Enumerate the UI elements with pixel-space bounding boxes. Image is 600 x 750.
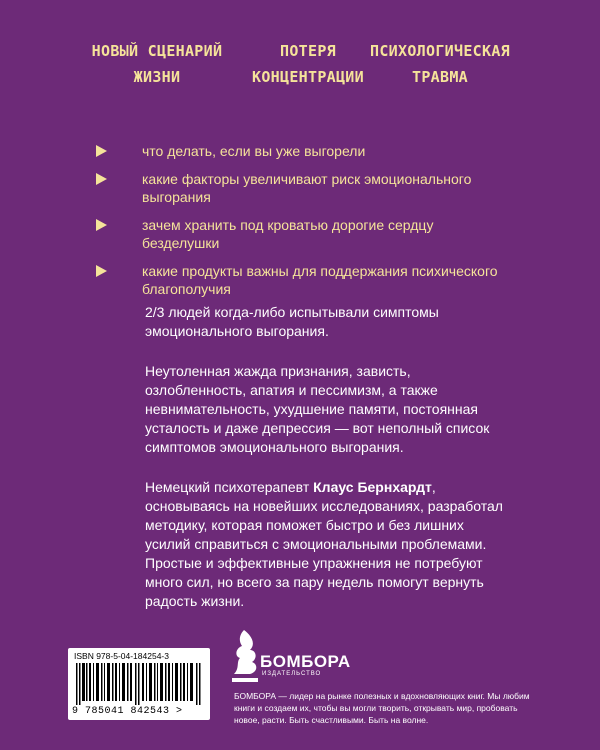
barcode-bars-icon bbox=[76, 663, 202, 705]
list-item bbox=[96, 142, 506, 160]
paragraph-statistic: 2/3 людей когда-либо испытывали симптомы эмоционального выгорания. bbox=[145, 304, 439, 339]
headline-psychological-trauma bbox=[338, 38, 542, 90]
publisher-note: БОМБОРА — лидер на рынке полезных и вдохновляющих книг. Мы любим книги и создаем их, чтобы вы могли творить, открывать мир, пробовать новое, расти. Быть счастливыми. Быть на волне. bbox=[234, 691, 530, 725]
paragraph-text: , основываясь на новейших исследованиях, разработал методику, которая поможет быстро и без лишних усилий справиться с эмоциональными проблемами. Простые и эффективные упражнения не потребуют много сил, но всего за пару недель помогут вернуть радость жизни. bbox=[145, 479, 503, 609]
description bbox=[145, 303, 510, 632]
triangle-bullet-icon bbox=[96, 265, 107, 277]
headline-line: КОНЦЕНТРАЦИИ bbox=[252, 68, 364, 86]
isbn-label: ISBN 978-5-04-184254-3 bbox=[74, 651, 169, 661]
feature-list bbox=[96, 142, 506, 308]
paragraph-text: Немецкий психотерапевт bbox=[145, 479, 314, 495]
barcode-digits: 9 785041 842543 > bbox=[72, 706, 183, 717]
headline-line: НОВЫЙ СЦЕНАРИЙ bbox=[91, 42, 223, 60]
headline-line: ПСИХОЛОГИЧЕСКАЯ bbox=[370, 42, 510, 60]
headline-line: ТРАВМА bbox=[412, 68, 468, 86]
list-item-text: какие продукты важны для поддержания психического благополучия bbox=[142, 263, 498, 297]
paragraph-author bbox=[145, 478, 510, 611]
barcode bbox=[68, 648, 210, 720]
list-item-text: зачем хранить под кроватью дорогие сердцу безделушки bbox=[142, 217, 434, 251]
list-item bbox=[96, 262, 506, 298]
list-item-text: какие факторы увеличивают риск эмоционального выгорания bbox=[142, 171, 472, 205]
triangle-bullet-icon bbox=[96, 219, 107, 231]
list-item bbox=[96, 216, 506, 252]
headline-line: ПОТЕРЯ bbox=[280, 42, 336, 60]
triangle-bullet-icon bbox=[96, 145, 107, 157]
headline-line: ЖИЗНИ bbox=[133, 68, 181, 86]
bombora-wave-logo-icon bbox=[230, 628, 260, 686]
triangle-bullet-icon bbox=[96, 173, 107, 185]
author-name: Клаус Бернхардт bbox=[313, 479, 432, 495]
list-item-text: что делать, если вы уже выгорели bbox=[142, 143, 366, 159]
publisher-subtitle: ИЗДАТЕЛЬСТВО bbox=[262, 671, 322, 677]
list-item bbox=[96, 170, 506, 206]
paragraph-symptoms: Неутоленная жажда признания, зависть, озлобленность, апатия и пессимизм, а также невнимательность, ухудшение памяти, постоянная усталость и даже депрессия — вот неполный список симптомов эмоционального выгорания. bbox=[145, 363, 490, 455]
publisher-name: БОМБОРА bbox=[260, 652, 351, 671]
